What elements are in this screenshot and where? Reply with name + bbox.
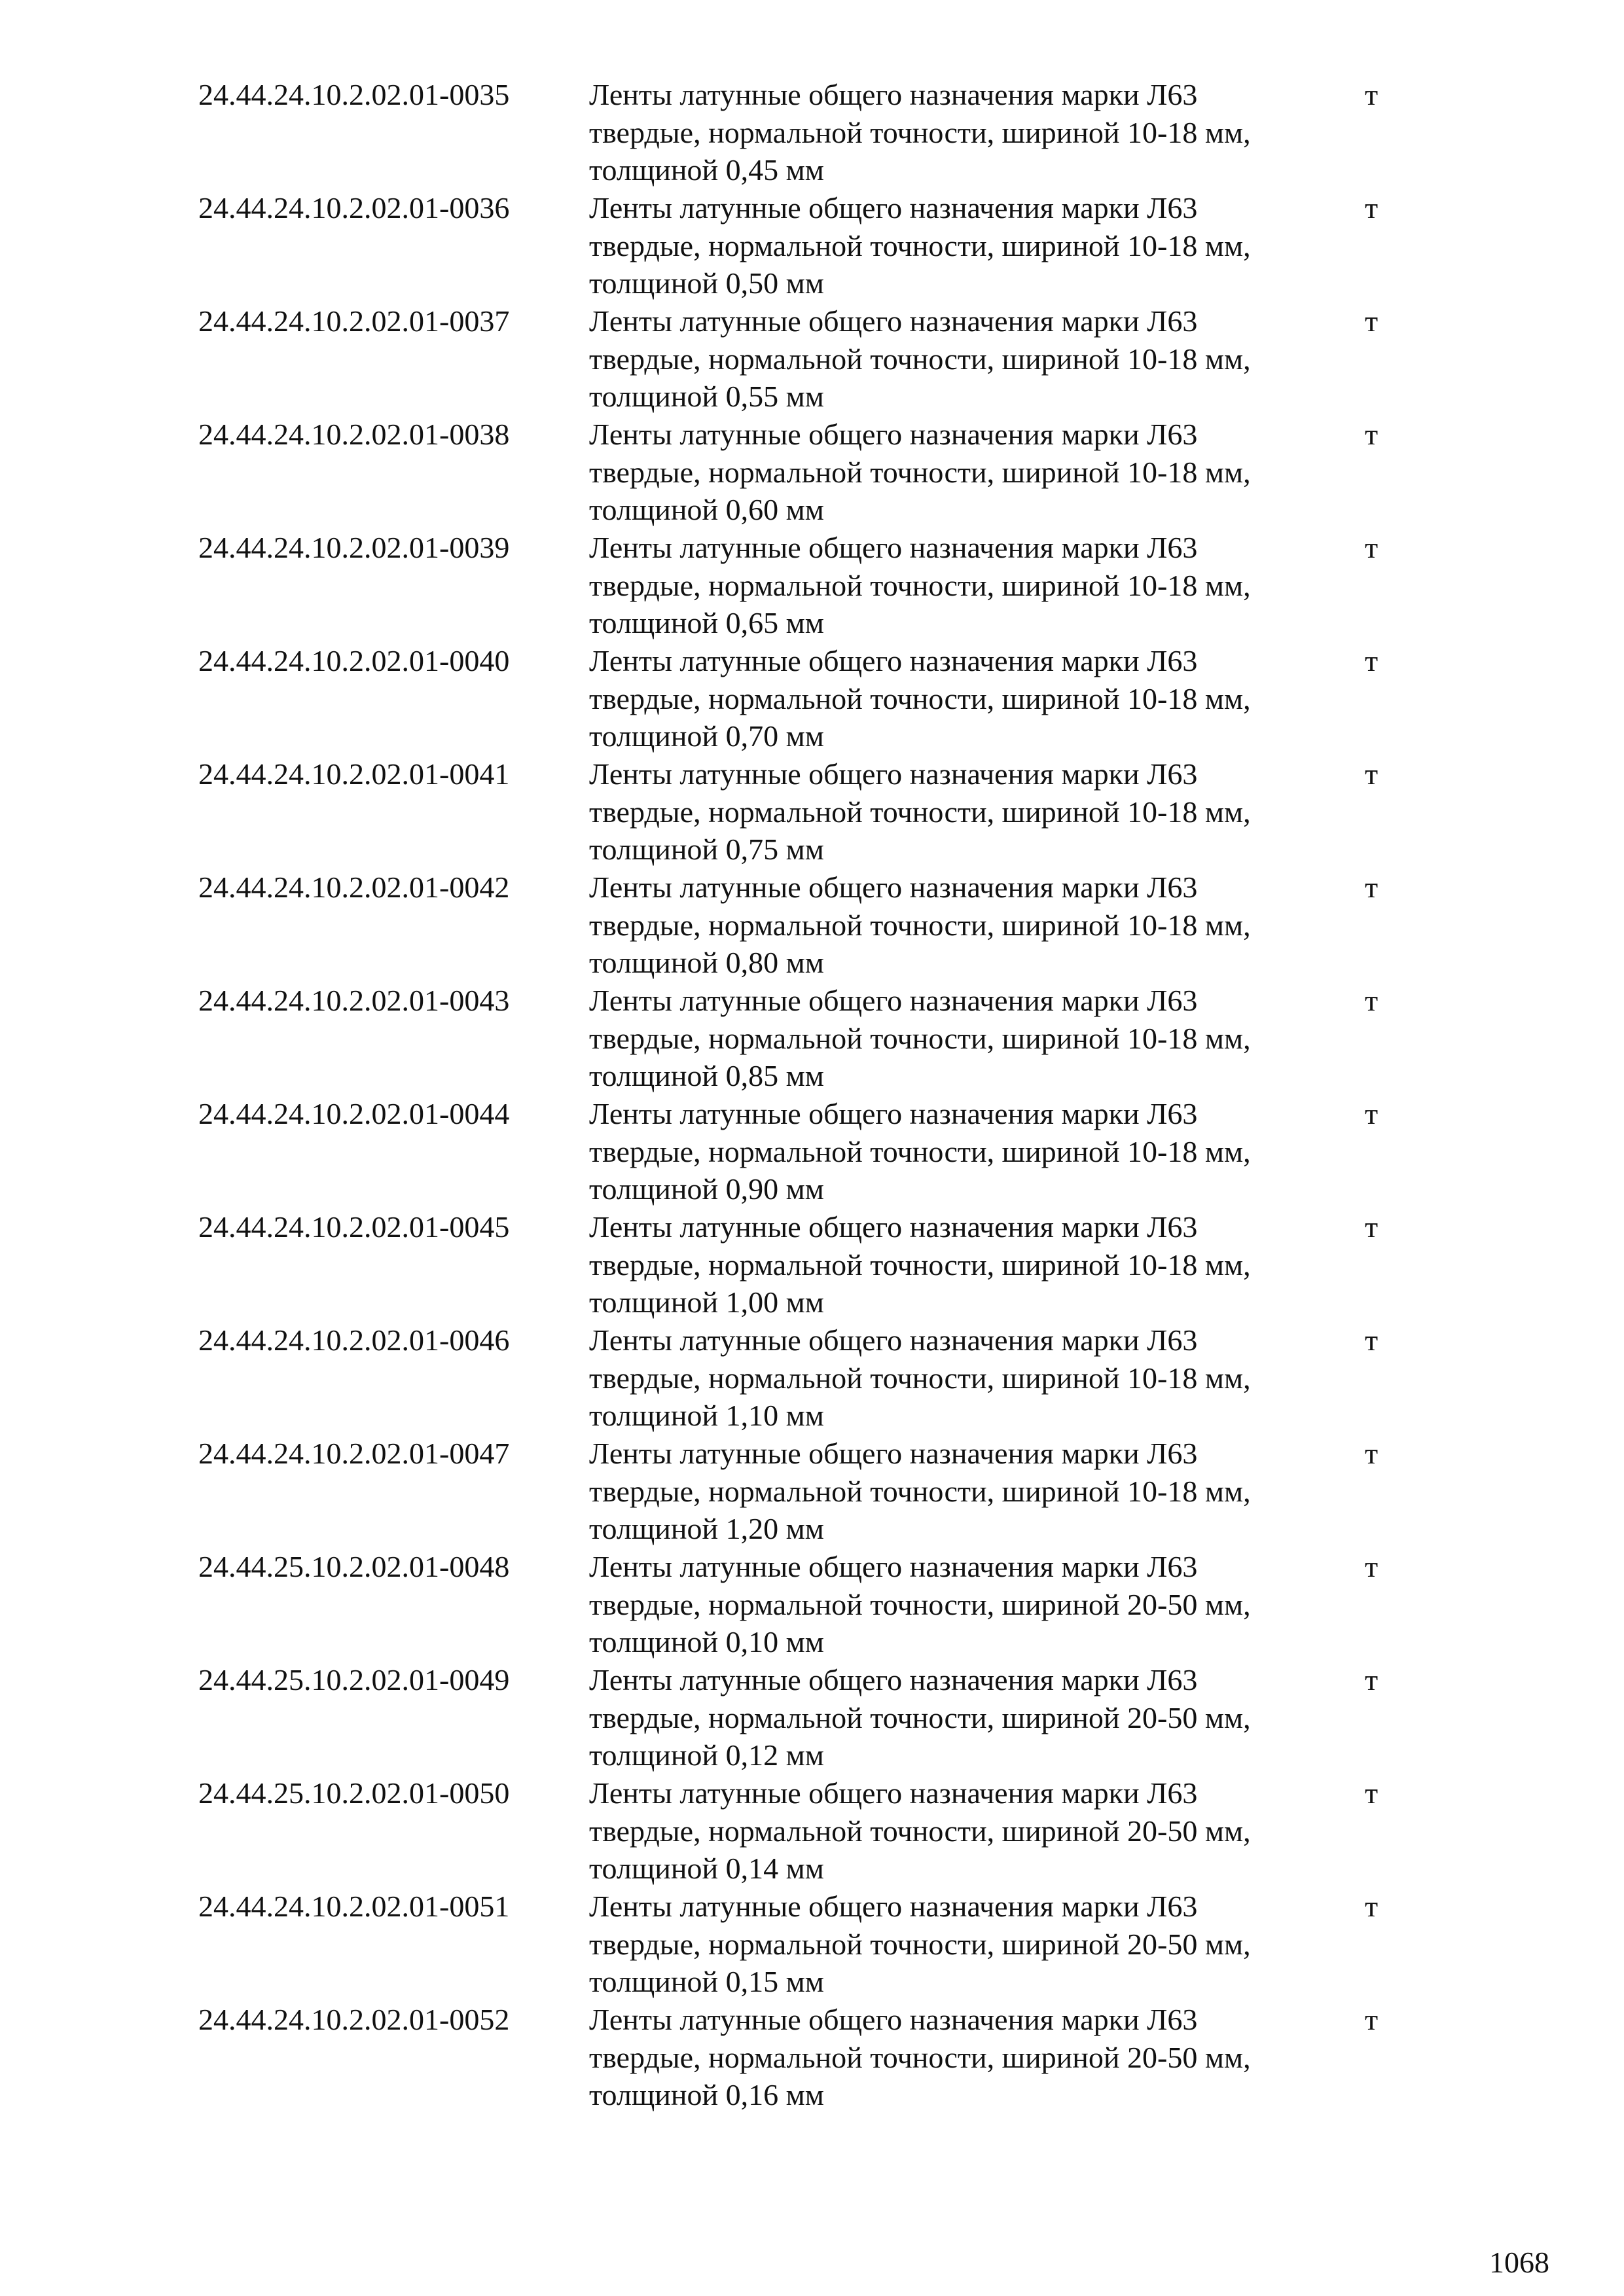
table-row [0,1661,1624,1774]
unit-of-measure: т [1365,1210,1379,1244]
resource-code: 24.44.24.10.2.02.01-0043 [198,984,510,1017]
resource-code: 24.44.24.10.2.02.01-0052 [198,2003,510,2036]
description-line: толщиной 1,10 мм [589,1399,824,1432]
description-line: Ленты латунные общего назначения марки Л63 [589,418,1198,451]
description-line: Ленты латунные общего назначения марки Л63 [589,1323,1198,1357]
resource-description [589,1774,1342,1888]
table-row [0,1208,1624,1321]
description-line: твердые, нормальной точности, шириной 20-50 мм, [589,1814,1251,1848]
description-line: твердые, нормальной точности, шириной 10-18 мм, [589,342,1251,376]
resource-code: 24.44.24.10.2.02.01-0046 [198,1323,510,1357]
resource-description [589,302,1342,416]
resource-description [589,529,1342,642]
table-row [0,1435,1624,1548]
description-line: Ленты латунные общего назначения марки Л63 [589,1550,1198,1583]
description-line: Ленты латунные общего назначения марки Л63 [589,1097,1198,1130]
unit-of-measure: т [1365,1776,1379,1810]
table-row [0,642,1624,755]
description-line: толщиной 0,60 мм [589,493,824,526]
description-line: Ленты латунные общего назначения марки Л63 [589,1210,1198,1244]
resource-code: 24.44.25.10.2.02.01-0049 [198,1663,510,1696]
description-line: твердые, нормальной точности, шириной 10-18 мм, [589,228,1251,262]
description-line: толщиной 0,80 мм [589,946,824,979]
unit-of-measure: т [1365,1550,1379,1583]
resource-description [589,1321,1342,1435]
description-line: твердые, нормальной точности, шириной 20-50 мм, [589,2040,1251,2074]
unit-of-measure: т [1365,1323,1379,1357]
resource-code: 24.44.24.10.2.02.01-0039 [198,531,510,564]
unit-of-measure: т [1365,1890,1379,1923]
description-line: толщиной 1,20 мм [589,1512,824,1545]
description-line: толщиной 0,15 мм [589,1965,824,1998]
unit-of-measure: т [1365,1437,1379,1470]
description-line: твердые, нормальной точности, шириной 10-18 мм, [589,681,1251,715]
description-line: толщиной 0,14 мм [589,1852,824,1885]
resource-code: 24.44.24.10.2.02.01-0042 [198,870,510,904]
description-line: Ленты латунные общего назначения марки Л63 [589,757,1198,791]
description-line: твердые, нормальной точности, шириной 10-18 мм, [589,455,1251,489]
table-row [0,755,1624,869]
description-line: толщиной 0,70 мм [589,719,824,753]
description-line: твердые, нормальной точности, шириной 10-18 мм, [589,1361,1251,1395]
resource-code: 24.44.25.10.2.02.01-0048 [198,1550,510,1583]
description-line: Ленты латунные общего назначения марки Л63 [589,191,1198,224]
description-line: твердые, нормальной точности, шириной 10-18 мм, [589,1474,1251,1508]
resource-description [589,76,1342,189]
table-row [0,76,1624,189]
resource-description [589,755,1342,869]
resource-code: 24.44.24.10.2.02.01-0045 [198,1210,510,1244]
description-line: твердые, нормальной точности, шириной 10-18 мм, [589,908,1251,942]
description-line: Ленты латунные общего назначения марки Л63 [589,1437,1198,1470]
unit-of-measure: т [1365,757,1379,791]
description-line: Ленты латунные общего назначения марки Л63 [589,531,1198,564]
description-line: толщиной 0,85 мм [589,1059,824,1092]
resource-code: 24.44.24.10.2.02.01-0036 [198,191,510,224]
unit-of-measure: т [1365,1097,1379,1130]
description-line: Ленты латунные общего назначения марки Л63 [589,304,1198,338]
table-row [0,416,1624,529]
resource-description [589,1095,1342,1208]
resource-description [589,1548,1342,1661]
resource-description [589,189,1342,302]
resource-code: 24.44.25.10.2.02.01-0050 [198,1776,510,1810]
description-line: твердые, нормальной точности, шириной 10-18 мм, [589,795,1251,829]
description-line: твердые, нормальной точности, шириной 10-18 мм, [589,1021,1251,1055]
description-line: Ленты латунные общего назначения марки Л63 [589,1663,1198,1696]
description-line: Ленты латунные общего назначения марки Л63 [589,644,1198,677]
table-row [0,2001,1624,2114]
table-row [0,1548,1624,1661]
table-row [0,529,1624,642]
resource-code: 24.44.24.10.2.02.01-0041 [198,757,510,791]
description-line: Ленты латунные общего назначения марки Л63 [589,1776,1198,1810]
table-row [0,302,1624,416]
resource-description [589,2001,1342,2114]
resource-description [589,982,1342,1095]
resource-code: 24.44.24.10.2.02.01-0035 [198,78,510,111]
description-line: твердые, нормальной точности, шириной 10-18 мм, [589,568,1251,602]
description-line: твердые, нормальной точности, шириной 20-50 мм, [589,1587,1251,1621]
description-line: твердые, нормальной точности, шириной 10-18 мм, [589,1247,1251,1282]
resource-code: 24.44.24.10.2.02.01-0038 [198,418,510,451]
table-row [0,1321,1624,1435]
resource-code: 24.44.24.10.2.02.01-0047 [198,1437,510,1470]
description-line: толщиной 0,90 мм [589,1172,824,1206]
table-row [0,1888,1624,2001]
unit-of-measure: т [1365,531,1379,564]
resource-list [0,76,1624,2114]
description-line: толщиной 0,55 мм [589,380,824,413]
unit-of-measure: т [1365,304,1379,338]
resource-description [589,1435,1342,1548]
unit-of-measure: т [1365,418,1379,451]
resource-description [589,869,1342,982]
description-line: Ленты латунные общего назначения марки Л63 [589,1890,1198,1923]
resource-description [589,1888,1342,2001]
description-line: толщиной 0,75 мм [589,833,824,866]
unit-of-measure: т [1365,984,1379,1017]
description-line: толщиной 0,10 мм [589,1625,824,1659]
resource-code: 24.44.24.10.2.02.01-0044 [198,1097,510,1130]
description-line: Ленты латунные общего назначения марки Л63 [589,78,1198,111]
unit-of-measure: т [1365,2003,1379,2036]
description-line: толщиной 0,12 мм [589,1738,824,1772]
table-row [0,982,1624,1095]
unit-of-measure: т [1365,191,1379,224]
description-line: твердые, нормальной точности, шириной 20-50 мм, [589,1927,1251,1961]
resource-description [589,1208,1342,1321]
table-row [0,1095,1624,1208]
description-line: толщиной 0,16 мм [589,2078,824,2111]
unit-of-measure: т [1365,1663,1379,1696]
table-row [0,1774,1624,1888]
description-line: Ленты латунные общего назначения марки Л63 [589,2003,1198,2036]
table-row [0,189,1624,302]
unit-of-measure: т [1365,78,1379,111]
resource-description [589,642,1342,755]
description-line: Ленты латунные общего назначения марки Л63 [589,870,1198,904]
resource-description [589,416,1342,529]
description-line: твердые, нормальной точности, шириной 10-18 мм, [589,1134,1251,1168]
description-line: твердые, нормальной точности, шириной 10-18 мм, [589,115,1251,149]
resource-description [589,1661,1342,1774]
resource-code: 24.44.24.10.2.02.01-0051 [198,1890,510,1923]
description-line: толщиной 0,50 мм [589,266,824,300]
unit-of-measure: т [1365,870,1379,904]
description-line: толщиной 0,65 мм [589,606,824,639]
resource-code: 24.44.24.10.2.02.01-0040 [198,644,510,677]
table-row [0,869,1624,982]
page-number: 1068 [1489,2246,1549,2279]
description-line: толщиной 1,00 мм [589,1285,824,1319]
description-line: твердые, нормальной точности, шириной 20-50 мм, [589,1700,1251,1734]
resource-code: 24.44.24.10.2.02.01-0037 [198,304,510,338]
unit-of-measure: т [1365,644,1379,677]
description-line: Ленты латунные общего назначения марки Л63 [589,984,1198,1017]
description-line: толщиной 0,45 мм [589,153,824,187]
